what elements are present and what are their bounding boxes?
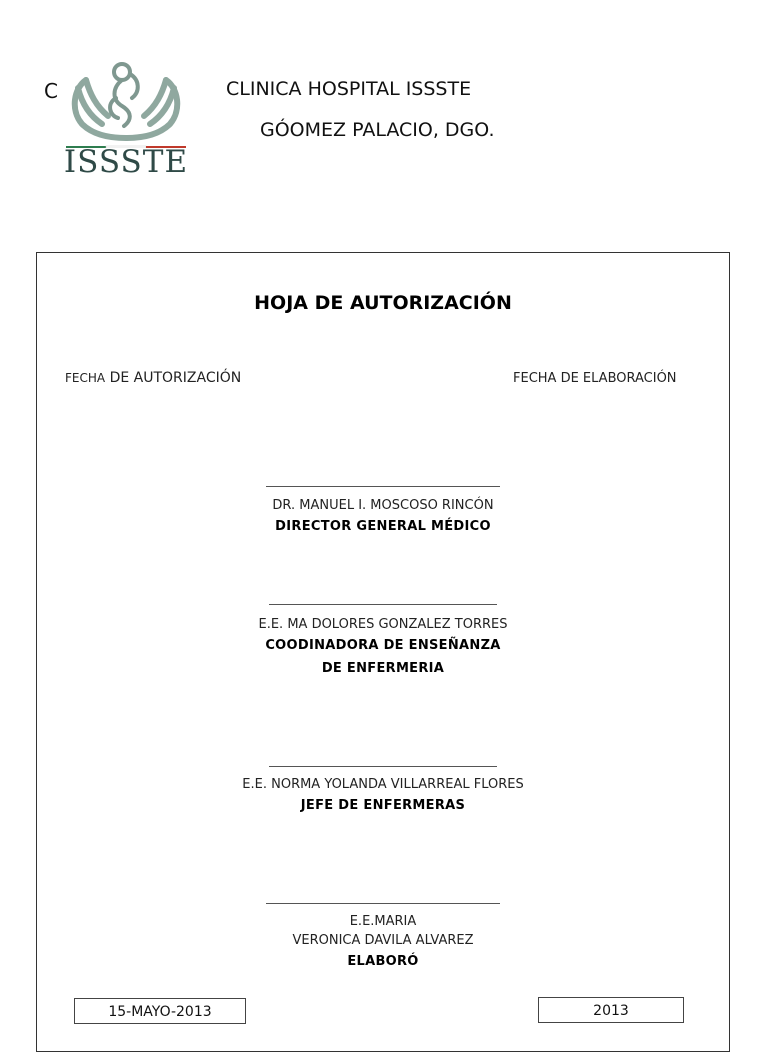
signer-role: DIRECTOR GENERAL MÉDICO: [275, 519, 491, 534]
signer-role: JEFE DE ENFERMERAS: [300, 798, 466, 813]
authorization-date-label: [65, 370, 241, 386]
stray-header-char: C: [44, 79, 58, 103]
signer-name-line2: VERONICA DAVILA ALVAREZ: [292, 933, 474, 948]
document-title: HOJA DE AUTORIZACIÓN: [254, 292, 512, 314]
signature-line: [269, 765, 497, 767]
authorization-label-rest: DE AUTORIZACIÓN: [109, 370, 242, 386]
signature-block-chief-nurse-text: [36, 775, 730, 817]
signer-role: COODINADORA DE ENSEÑANZA: [265, 638, 501, 653]
signer-name: E.E.MARIA: [349, 914, 417, 929]
institution-name: CLINICA HOSPITAL ISSSTE: [226, 78, 472, 100]
signature-block-preparer: [36, 889, 730, 908]
signer-name: E.E. MA DOLORES GONZALEZ TORRES: [258, 617, 508, 632]
logo-wordmark: ISSSTE: [63, 144, 189, 180]
issste-logo: [56, 58, 196, 183]
signer-role-line2: DE ENFERMERIA: [321, 661, 445, 676]
signature-line: [266, 902, 500, 904]
signature-block-director: [36, 472, 730, 491]
authorization-date-box: 15-MAYO-2013: [74, 998, 246, 1024]
authorization-label-small: FECHA: [65, 371, 106, 385]
elaboration-date-label: FECHA DE ELABORACIÓN: [513, 371, 677, 386]
signer-name: E.E. NORMA YOLANDA VILLARREAL FLORES: [242, 777, 524, 792]
signature-block-coordinator-text: [36, 615, 730, 680]
signature-block-preparer-text: [36, 912, 730, 973]
logo-hands-icon: [56, 58, 196, 148]
elaboration-date-box: 2013: [538, 997, 684, 1023]
institution-city: GÓOMEZ PALACIO, DGO.: [260, 119, 495, 141]
signature-line: [266, 485, 500, 487]
signature-line: [269, 603, 497, 605]
signer-role: ELABORÓ: [347, 954, 419, 969]
signature-block-chief-nurse: [36, 752, 730, 771]
signature-block-coordinator: [36, 590, 730, 609]
signer-name: DR. MANUEL I. MOSCOSO RINCÓN: [272, 498, 494, 513]
signature-block-director-text: [36, 496, 730, 538]
